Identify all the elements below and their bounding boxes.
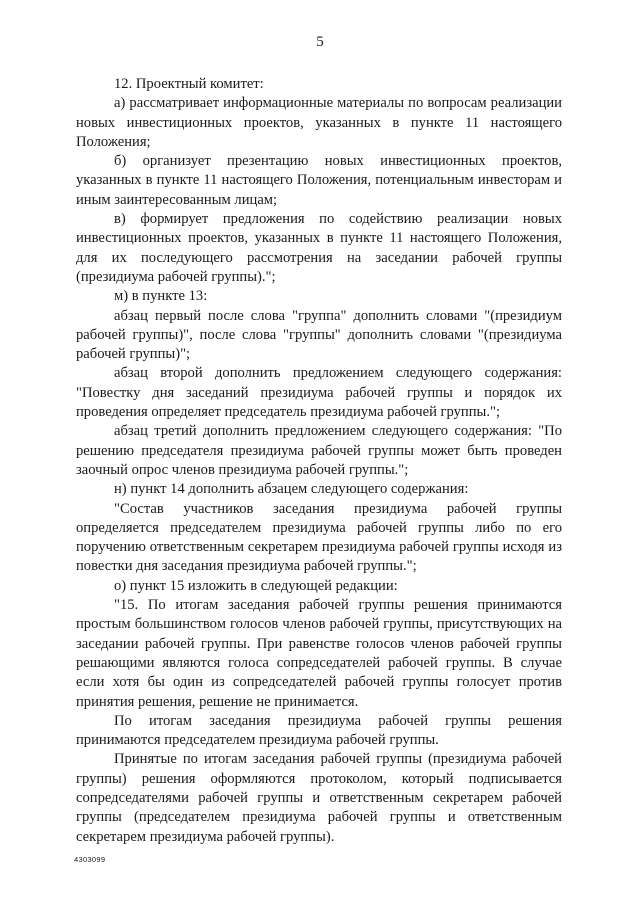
document-body [76,75,562,847]
page-number: 5 [316,34,324,50]
paragraph: о) пункт 15 изложить в следующей редакции: [114,577,398,594]
paragraph: "15. По итогам заседания рабочей группы решения принимаются простым большинством голосов членов рабочей группы, присутствующих на заседании рабочей группы. При равенстве голосов членов рабочей группы решающими являются голоса сопредседателей рабочей группы. В случае если хотя бы один из сопредседателей рабочей группы голосует против принятия решения, решение не принимается. [76,597,562,710]
paragraph: абзац второй дополнить предложением следующего содержания: "Повестку дня заседаний президиума рабочей группы и порядок их проведения определяет председатель президиума рабочей группы."; [76,365,562,421]
paragraph: н) пункт 14 дополнить абзацем следующего содержания: [114,481,469,498]
document-code: 4303099 [74,855,106,864]
paragraph: абзац третий дополнить предложением следующего содержания: "По решению председателя президиума рабочей группы может быть проведен заочный опрос членов президиума рабочей группы."; [76,423,562,478]
paragraph: в) формирует предложения по содействию реализации новых инвестиционных проектов, указанных в пункте 11 настоящего Положения, для их последующего рассмотрения на заседании рабочей группы (президиума рабочей группы)."; [76,211,562,285]
paragraph: а) рассматривает информационные материалы по вопросам реализации новых инвестиционных проектов, указанных в пункте 11 настоящего Положения; [76,95,562,150]
paragraph: "Состав участников заседания президиума рабочей группы определяется председателем президиума рабочей группы либо по его поручению ответственным секретарем президиума рабочей группы исходя из повестки дня заседания президиума рабочей группы."; [76,500,562,575]
paragraph: м) в пункте 13: [114,288,208,305]
paragraph: б) организует презентацию новых инвестиционных проектов, указанных в пункте 11 настоящего Положения, потенциальным инвесторам и иным заинтересованным лицам; [76,153,562,208]
paragraph: абзац первый после слова "группа" дополнить словами "(президиум рабочей группы)", после слова "группы" дополнить словами "(президиума рабочей группы)"; [76,307,562,363]
paragraph: Принятые по итогам заседания рабочей группы (президиума рабочей группы) решения оформляются протоколом, который подписывается сопредседателями рабочей группы и ответственным секретарем рабочей группы (председателем президиума рабочей группы и ответственным секретарем президиума рабочей группы). [76,751,562,845]
paragraph: По итогам заседания президиума рабочей группы решения принимаются председателем президиума рабочей группы. [76,712,562,749]
paragraph: 12. Проектный комитет: [114,76,264,92]
